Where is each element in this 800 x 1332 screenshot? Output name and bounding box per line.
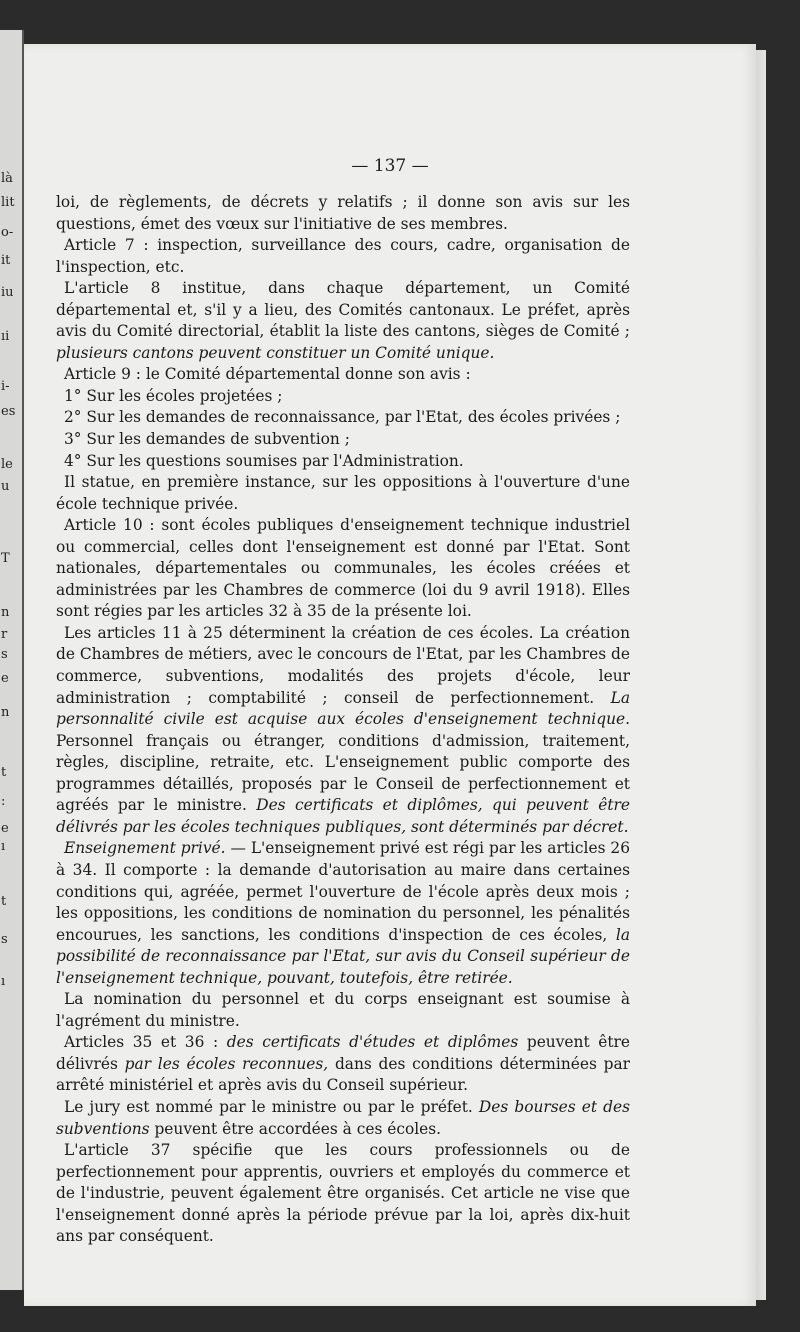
- paragraph: [56, 515, 630, 623]
- margin-fragment: n: [1, 705, 10, 720]
- margin-fragment: le: [1, 457, 13, 472]
- text-run: loi, de règlements, de décrets y relatifs ; il donne son avis sur les questions, émet des vœux sur l'initiative de ses membres.: [56, 193, 630, 233]
- margin-fragment: s: [1, 932, 8, 947]
- paragraph: [56, 278, 630, 364]
- text-run: Personnel français ou étranger, conditions d'admission, traitement, règles, discipline, retraite, etc. L'enseignement public comporte des programmes détaillés, proposés par le Conseil de perfectionnement et agréés par le ministre.: [56, 731, 630, 815]
- paragraph: [56, 364, 630, 386]
- text-run: Article 9 : le Comité départemental donne son avis :: [64, 365, 471, 384]
- margin-fragment: :: [1, 794, 6, 809]
- paragraph: [56, 623, 630, 838]
- text-run: Article 10 : sont écoles publiques d'enseignement technique industriel ou commercial, celles dont l'enseignement est donné par l'Etat. Sont nationales, départementales ou communales, les écoles créées et administrées par les Chambres de commerce (loi du 9 avril 1918). Elles sont régies par les articles 32 à 35 de la présente loi.: [56, 516, 630, 621]
- list-item: [56, 386, 630, 408]
- text-run: Il statue, en première instance, sur les oppositions à l'ouverture d'une école technique privée.: [56, 473, 630, 513]
- text-run: dans des conditions déterminées par arrêté ministériel et après avis du Conseil supérieur.: [56, 1054, 630, 1095]
- italic-text: plusieurs cantons peuvent constituer un Comité unique.: [56, 343, 495, 362]
- margin-fragment: lit: [1, 195, 15, 210]
- italic-text: des certificats d'études et diplômes: [226, 1033, 519, 1052]
- margin-fragment: n: [1, 605, 10, 620]
- text-run: Les articles 11 à 25 déterminent la création de ces écoles. La création de Chambres de métiers, avec le concours de l'Etat, par les Chambres de commerce, subventions, modalités des projets d'école, leur administration ; comptabilité ; conseil de perfectionnement.: [56, 623, 630, 707]
- margin-fragment: ıi: [1, 329, 10, 344]
- margin-fragment: ı: [1, 974, 6, 989]
- text-run: Article 7 : inspection, surveillance des cours, cadre, organisation de l'inspection, etc.: [56, 236, 630, 276]
- paragraph: [56, 235, 630, 278]
- margin-fragment: là: [1, 171, 13, 186]
- text-run: L'article 37 spécifie que les cours professionnels ou de perfectionnement pour apprentis, ouvriers et employés du commerce et de l'industrie, peuvent également être organisés. Cet article ne vise que l'enseignement donné après la période prévue par la loi, après dix-huit ans par conséquent.: [56, 1141, 630, 1246]
- text-run: 3° Sur les demandes de subvention ;: [64, 430, 350, 449]
- list-item: [56, 407, 630, 429]
- margin-fragment: ı: [1, 839, 6, 854]
- paragraph: [56, 989, 630, 1032]
- italic-text: Des bourses et des subventions: [56, 1097, 631, 1138]
- margin-fragment: s: [1, 647, 8, 662]
- italic-text: la possibilité de reconnaissance par l'Etat, sur avis du Conseil supérieur de l'enseignement technique, pouvant, toutefois, être retirée.: [56, 925, 630, 987]
- paragraph: [56, 1097, 630, 1140]
- margin-fragment: i-: [1, 379, 10, 394]
- italic-text: La personnalité civile est acquise aux écoles d'enseignement technique.: [56, 688, 630, 729]
- list-item: [56, 429, 630, 451]
- book-page: [24, 44, 756, 1306]
- margin-fragment: r: [1, 627, 8, 642]
- paragraph: [56, 1140, 630, 1248]
- text-run: Articles 35 et 36 :: [64, 1033, 227, 1052]
- text-run: peuvent être accordées à ces écoles.: [149, 1119, 442, 1138]
- text-run: 2° Sur les demandes de reconnaissance, par l'Etat, des écoles privées ;: [64, 408, 621, 427]
- text-run: Le jury est nommé par le ministre ou par le préfet.: [64, 1097, 479, 1116]
- text-run: — L'enseignement privé est régi par les articles 26 à 34. Il comporte : la demande d'autorisation au maire dans certaines conditions qui, agréée, permet l'ouverture de l'école après deux mois ; les oppositions, les conditions de nomination du personnel, les pénalités encourues, les sanctions, les conditions d'inspection de ces écoles,: [56, 839, 630, 944]
- margin-fragment: T: [1, 551, 10, 566]
- paragraph: [56, 472, 630, 515]
- margin-fragment: iu: [1, 285, 14, 300]
- margin-fragment: e: [1, 821, 9, 836]
- margin-fragment: t: [1, 765, 7, 780]
- text-run: peuvent être délivrés: [56, 1033, 630, 1073]
- italic-text: par les écoles reconnues,: [124, 1054, 329, 1073]
- margin-fragment: t: [1, 894, 7, 909]
- text-run: 4° Sur les questions soumises par l'Administration.: [64, 451, 464, 470]
- margin-fragment: o-: [1, 225, 14, 240]
- previous-page-edge: [0, 30, 24, 1290]
- page-number: — 137 —: [351, 156, 429, 176]
- italic-text: Enseignement privé.: [64, 839, 226, 858]
- list-item: [56, 451, 630, 473]
- paragraph: [56, 1032, 630, 1097]
- margin-fragment: it: [1, 253, 11, 268]
- paragraph: [56, 192, 630, 235]
- text-run: 1° Sur les écoles projetées ;: [64, 386, 283, 405]
- margin-fragment: e: [1, 671, 9, 686]
- italic-text: Des certificats et diplômes, qui peuvent être délivrés par les écoles techniques publiques, sont déterminés par décret.: [56, 796, 631, 836]
- paragraph: [56, 838, 630, 989]
- text-run: L'article 8 institue, dans chaque département, un Comité départemental et, s'il y a lieu, des Comités cantonaux. Le préfet, après avis du Comité directorial, établit la liste des cantons, sièges de Comité ;: [56, 279, 630, 341]
- margin-fragment: u: [1, 479, 10, 494]
- text-run: La nomination du personnel et du corps enseignant est soumise à l'agrément du ministre.: [56, 990, 630, 1030]
- body-text: [56, 192, 630, 1248]
- margin-fragment: es: [1, 404, 16, 419]
